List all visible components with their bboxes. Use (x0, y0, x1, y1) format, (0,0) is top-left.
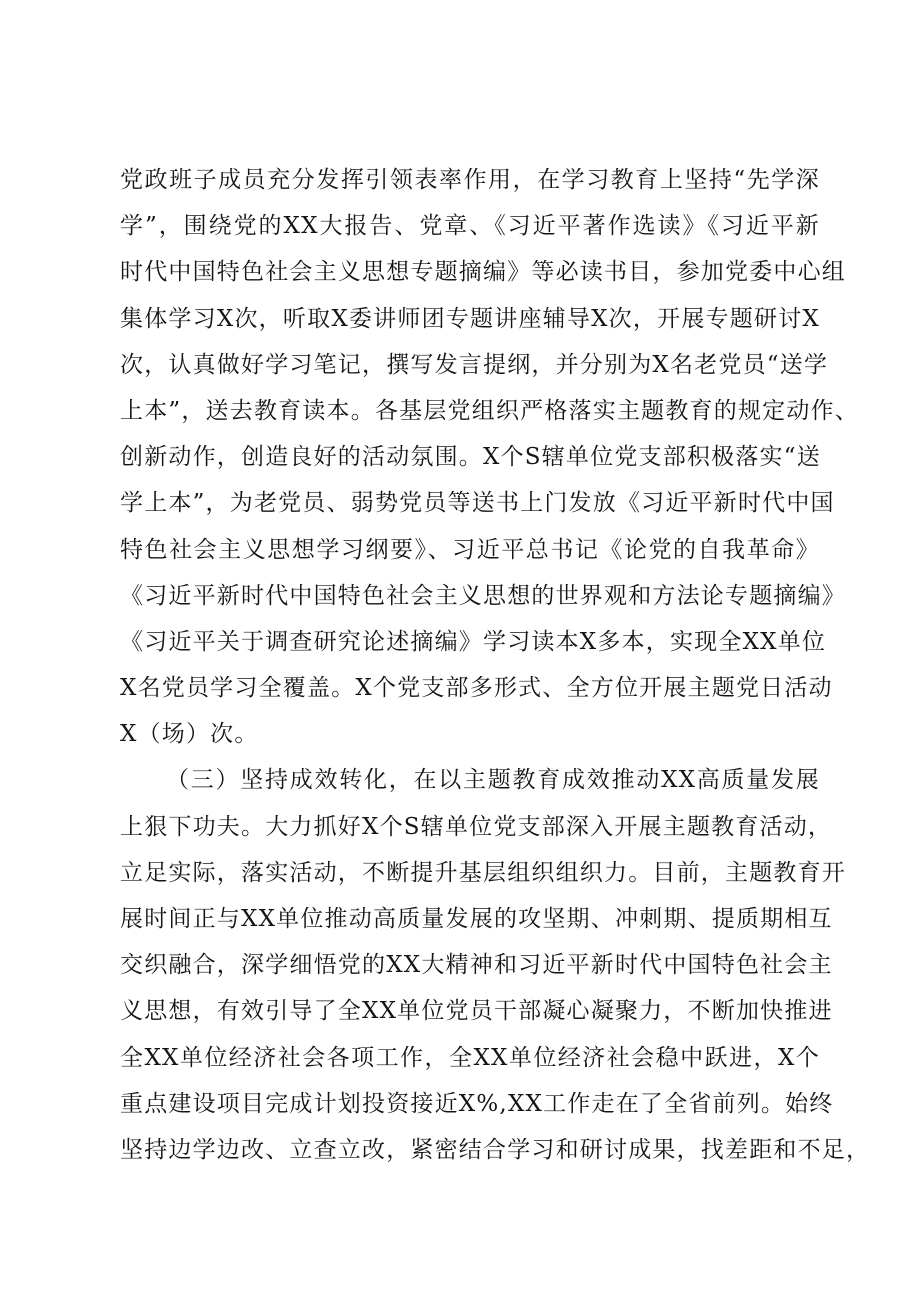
text-line: 坚持边学边改、立查立改，紧密结合学习和研讨成果，找差距和不足， (120, 1136, 871, 1163)
text-line: 创新动作，创造良好的活动氛围。X个S辖单位党支部积极落实“送 (120, 444, 821, 471)
text-line: X（场）次。 (120, 721, 259, 748)
paragraph-1 (120, 157, 859, 757)
text-line: 学”，围绕党的XX大报告、党章、《习近平著作选读》《习近平新 (120, 213, 820, 240)
text-line: 上本”，送去教育读本。各基层党组织严格落实主题教育的规定动作、 (120, 397, 859, 424)
section-heading-line: （三）坚持成效转化，在以主题教育成效推动XX高质量发展 (166, 767, 820, 794)
text-line: 《习近平新时代中国特色社会主义思想的世界观和方法论专题摘编》 (120, 582, 846, 609)
text-line: 集体学习X次，听取X委讲师团专题讲座辅导X次，开展专题研讨X (120, 305, 820, 332)
paragraph-2 (120, 757, 871, 1173)
text-line: 党政班子成员充分发挥引领表率作用，在学习教育上坚持“先学深 (120, 167, 820, 193)
text-line: 上狠下功夫。大力抓好X个S辖单位党支部深入开展主题教育活动， (120, 813, 833, 840)
text-line: 全XX单位经济社会各项工作，全XX单位经济社会稳中跃进，X个 (120, 1044, 820, 1071)
text-line: X名党员学习全覆盖。X个党支部多形式、全方位开展主题党日活动 (120, 675, 833, 702)
text-line: 义思想，有效引导了全XX单位党员干部凝心凝聚力，不断加快推进 (120, 998, 833, 1025)
text-line: 次，认真做好学习笔记，撰写发言提纲，并分别为X名老党员“送学 (120, 351, 829, 378)
body-text (120, 157, 871, 1173)
text-line: 《习近平关于调查研究论述摘编》学习读本X多本，实现全XX单位 (120, 628, 827, 655)
text-line: 学上本”，为老党员、弱势党员等送书上门发放《习近平新时代中国 (120, 490, 835, 517)
text-line: 时代中国特色社会主义思想专题摘编》等必读书目，参加党委中心组 (120, 259, 846, 286)
text-line: 重点建设项目完成计划投资接近X%,XX工作走在了全省前列。始终 (120, 1090, 834, 1117)
text-line: 立足实际，落实活动，不断提升基层组织组织力。目前，主题教育开 (120, 859, 846, 886)
text-line: 特色社会主义思想学习纲要》、习近平总书记《论党的自我革命》 (120, 536, 820, 563)
text-line: 展时间正与XX单位推动高质量发展的攻坚期、冲刺期、提质期相互 (120, 906, 833, 932)
text-line: 交织融合，深学细悟党的XX大精神和习近平新时代中国特色社会主 (120, 952, 833, 979)
